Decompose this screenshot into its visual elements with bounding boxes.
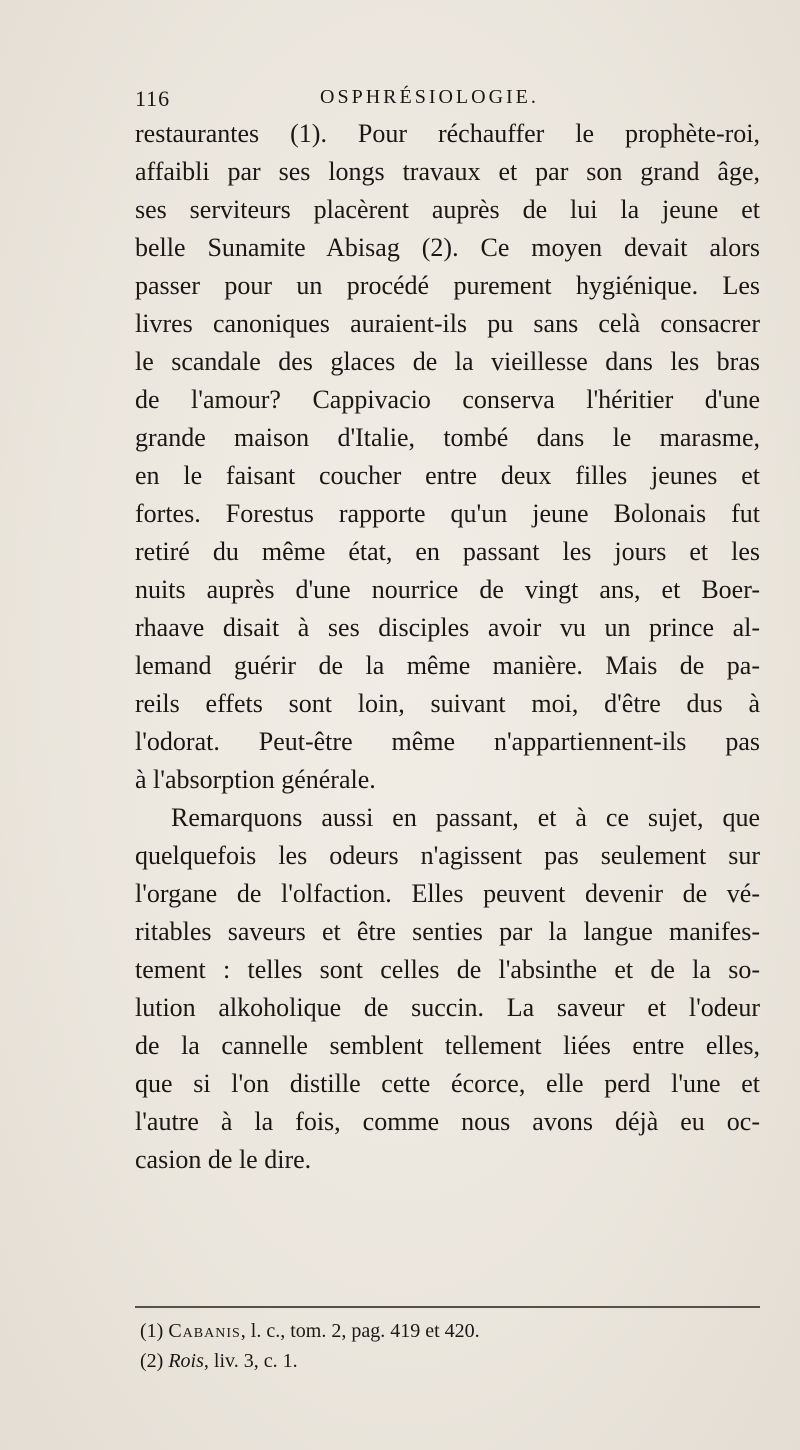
text-line: que si l'on distille cette écorce, elle perd l'une et [135,1069,760,1098]
text-line: livres canoniques auraient-ils pu sans celà consacrer [135,309,760,338]
page-header [135,86,755,116]
text-line: rhaave disait à ses disciples avoir vu un prince al- [135,613,760,642]
text-line: tement : telles sont celles de l'absinthe et de la so- [135,955,760,984]
text-line: lution alkoholique de succin. La saveur et l'odeur [135,993,760,1022]
footnote-mark: (2) [140,1350,164,1372]
text-line: belle Sunamite Abisag (2). Ce moyen devait alors [135,233,760,262]
paragraph-end-line: casion de le dire. [135,1145,312,1174]
footnote-reference: , liv. 3, c. 1. [203,1350,298,1372]
text-line: fortes. Forestus rapporte qu'un jeune Bolonais fut [135,499,760,528]
page-number: 116 [135,86,171,111]
text-line: de la cannelle semblent tellement liées entre elles, [135,1031,760,1060]
paragraph-end-line: à l'absorption générale. [135,765,376,794]
footnote-mark: (1) [140,1320,164,1342]
text-line: retiré du même état, en passant les jours et les [135,537,760,566]
text-line: le scandale des glaces de la vieillesse dans les bras [135,347,760,376]
footnote-author: Cabanis [168,1320,241,1342]
text-line: en le faisant coucher entre deux filles jeunes et [135,461,760,490]
text-line: reils effets sont loin, suivant moi, d'être dus à [135,689,760,718]
text-line: grande maison d'Italie, tombé dans le marasme, [135,423,760,452]
text-line: ses serviteurs placèrent auprès de lui la jeune et [135,195,760,224]
text-line: l'odorat. Peut-être même n'appartiennent-ils pas [135,727,760,756]
text-line: l'autre à la fois, comme nous avons déjà eu oc- [135,1107,760,1136]
footnote-2 [140,1346,760,1376]
footnotes [140,1316,760,1376]
paragraph-start-line: Remarquons aussi en passant, et à ce sujet, que [171,803,760,832]
text-line: de l'amour? Cappivacio conserva l'héritier d'une [135,385,760,414]
footnote-reference: , l. c., tom. 2, pag. 419 et 420. [240,1320,480,1342]
text-line: affaibli par ses longs travaux et par son grand âge, [135,157,760,186]
text-line: restaurantes (1). Pour réchauffer le prophète-roi, [135,119,760,148]
text-line: lemand guérir de la même manière. Mais de pa- [135,651,760,680]
text-line: l'organe de l'olfaction. Elles peuvent devenir de vé- [135,879,760,908]
text-line: ritables saveurs et être senties par la langue manifes- [135,917,760,946]
footnote-rule [135,1306,760,1308]
footnote-1 [140,1316,760,1346]
body-text [135,115,760,1179]
footnote-title: Rois [168,1350,204,1372]
running-title: OSPHRÉSIOLOGIE. [320,86,539,108]
text-line: nuits auprès d'une nourrice de vingt ans, et Boer- [135,575,760,604]
text-line: quelquefois les odeurs n'agissent pas seulement sur [135,841,760,870]
text-line: passer pour un procédé purement hygiénique. Les [135,271,760,300]
